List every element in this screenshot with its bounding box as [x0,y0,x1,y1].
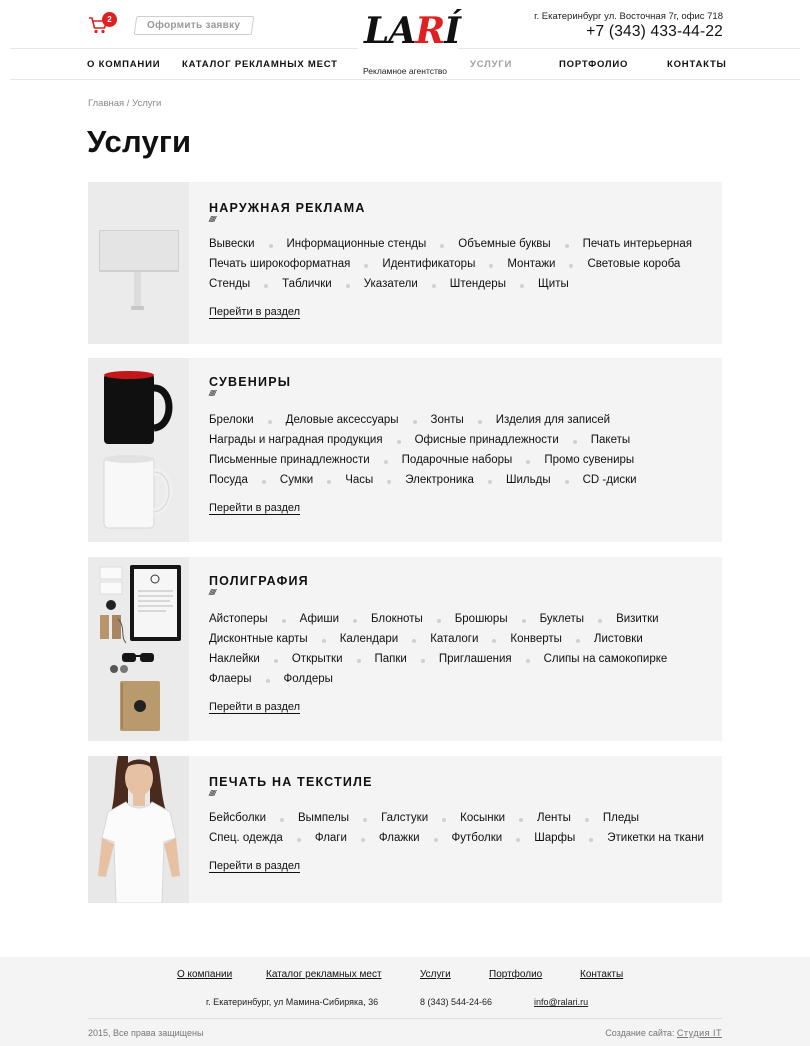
tag-item[interactable]: Ленты [537,812,571,824]
stationery-image[interactable] [88,557,189,741]
tag-item[interactable]: Деловые аксессуары [285,414,399,426]
tag-item[interactable]: Слипы на самокопирке [543,653,668,665]
footer-email[interactable]: info@ralari.ru [534,997,589,1007]
nav-item-services[interactable]: УСЛУГИ [470,59,513,70]
tag-item[interactable]: Буклеты [539,613,585,625]
footer-link-contacts[interactable]: Контакты [580,969,624,980]
tag-item[interactable]: Монтажи [507,258,556,270]
tag-row [209,633,675,649]
tag-row [209,454,666,470]
tag-item[interactable]: Листовки [593,633,643,645]
tag-item[interactable]: Дисконтные карты [209,633,308,645]
tag-item[interactable]: Электроника [405,474,474,486]
tag-item[interactable]: Этикетки на ткани [607,832,704,844]
section-link[interactable]: Перейти в раздел [209,502,301,514]
tag-item[interactable]: Косынки [460,812,506,824]
nav-item-catalog[interactable]: КАТАЛОГ РЕКЛАМНЫХ МЕСТ [182,59,338,70]
tag-item[interactable]: Пакеты [590,434,631,446]
tag-item[interactable]: CD -диски [582,474,637,486]
tag-item[interactable]: Папки [374,653,407,665]
tag-row [209,613,691,629]
tag-item[interactable]: Календари [339,633,399,645]
tag-item[interactable]: Конверты [510,633,562,645]
tag-item[interactable]: Каталоги [430,633,479,645]
tag-item[interactable]: Приглашения [438,653,512,665]
tag-row [209,474,669,490]
tag-item[interactable]: Спец. одежда [209,832,283,844]
tag-item[interactable]: Шарфы [534,832,576,844]
tshirt-woman-image[interactable] [88,756,189,903]
mugs-image[interactable] [88,358,189,542]
billboard-image[interactable] [88,182,189,344]
service-card-textile [88,756,722,903]
footer-divider [88,1018,722,1019]
tag-item[interactable]: Блокноты [371,613,423,625]
tag-item[interactable]: Награды и наградная продукция [209,434,383,446]
tag-row [209,278,601,294]
tag-item[interactable]: Галстуки [381,812,429,824]
section-slashes: ///// [209,389,216,398]
tag-item[interactable]: Офисные принадлежности [414,434,559,446]
tag-item[interactable]: Флаги [314,832,347,844]
nav-item-portfolio[interactable]: ПОРТФОЛИО [559,59,629,70]
section-link[interactable]: Перейти в раздел [209,306,301,318]
header-address: г. Екатеринбург ул. Восточная 7г, офис 718 [534,11,723,22]
tag-row [209,832,736,848]
order-request-button[interactable] [134,16,255,35]
tag-item[interactable]: Футболки [451,832,503,844]
tag-row [209,414,642,430]
tag-item[interactable]: Зонты [430,414,464,426]
tag-item[interactable]: Сумки [279,474,314,486]
section-slashes: ///// [209,588,216,597]
cart-button[interactable] [88,14,114,36]
service-card-souvenirs [88,358,722,542]
service-card-outdoor [88,182,722,344]
section-slashes: ///// [209,789,216,798]
credit-link[interactable]: Студия IT [676,1028,722,1038]
tag-row [209,812,671,828]
tag-item[interactable]: Письменные принадлежности [209,454,370,466]
tag-item[interactable]: Щиты [537,278,569,290]
tag-row [209,653,699,669]
footer-link-about[interactable]: О компании [177,969,233,980]
footer-phone[interactable]: 8 (343) 544-24-66 [420,997,493,1007]
tag-item[interactable]: Объемные буквы [458,238,551,250]
tag-item[interactable]: Пледы [602,812,639,824]
tag-item[interactable]: Брошюры [454,613,508,625]
tag-item[interactable]: Брелоки [209,414,254,426]
tag-item[interactable]: Фолдеры [283,673,333,685]
copyright: 2015, Все права защищены [88,1028,204,1038]
section-link[interactable]: Перейти в раздел [209,860,301,872]
tag-row [209,258,712,274]
section-title: ПЕЧАТЬ НА ТЕКСТИЛЕ [209,775,373,789]
tag-item[interactable]: Шильды [505,474,551,486]
footer-link-catalog[interactable]: Каталог рекламных мест [266,969,382,980]
service-card-printing [88,557,722,741]
tag-row [209,673,365,689]
section-slashes: ///// [209,215,216,224]
order-request-label: Оформить заявку [147,20,241,31]
tag-item[interactable]: Визитки [616,613,659,625]
tag-item[interactable]: Вывески [209,238,255,250]
tag-item[interactable]: Флажки [378,832,420,844]
tag-item[interactable]: Бейсболки [209,812,267,824]
tag-item[interactable]: Печать широкоформатная [209,258,351,270]
tag-item[interactable]: Наклейки [209,653,260,665]
site-header [0,0,810,82]
tag-item[interactable]: Печать интерьерная [582,238,692,250]
nav-item-contacts[interactable]: КОНТАКТЫ [667,59,727,70]
site-footer [0,957,810,1046]
tag-item[interactable]: Указатели [363,278,418,290]
header-phone[interactable]: +7 (343) 433-44-22 [586,23,723,40]
header-divider-bottom [10,79,800,80]
tag-item[interactable]: Световые короба [587,258,681,270]
tag-row [209,238,724,254]
tag-item[interactable]: Подарочные наборы [401,454,513,466]
cart-count-badge: 2 [102,12,117,27]
footer-link-portfolio[interactable]: Портфолио [489,969,543,980]
tag-item[interactable]: Часы [345,474,374,486]
page-title: Услуги [87,124,192,159]
footer-address: г. Екатеринбург, ул Мамина-Сибиряка, 36 [206,997,379,1007]
tag-item[interactable]: Вымпелы [298,812,350,824]
tag-item[interactable]: Промо сувениры [544,454,635,466]
section-title: СУВЕНИРЫ [209,375,292,389]
tag-item[interactable]: Таблички [282,278,332,290]
tag-item[interactable]: Айстоперы [209,613,268,625]
logo[interactable] [358,4,461,76]
tag-item[interactable]: Посуда [209,474,248,486]
tag-item[interactable]: Идентификаторы [382,258,476,270]
tag-item[interactable]: Изделия для записей [495,414,611,426]
credit-text: Создание сайта: [605,1028,675,1038]
footer-link-services[interactable]: Услуги [420,969,451,980]
site-credit [605,1028,722,1038]
tag-item[interactable]: Информационные стенды [286,238,427,250]
logo-wordmark: LARÍ [364,10,461,52]
breadcrumb[interactable]: Главная / Услуги [88,98,162,109]
tag-item[interactable]: Штендеры [449,278,506,290]
tag-item[interactable]: Открытки [291,653,343,665]
tag-item[interactable]: Афиши [299,613,340,625]
logo-subtitle: Рекламное агентство [363,66,448,76]
section-title: НАРУЖНАЯ РЕКЛАМА [209,201,366,215]
tag-item[interactable]: Стенды [209,278,251,290]
tag-item[interactable]: Флаеры [209,673,252,685]
nav-item-about[interactable]: О КОМПАНИИ [87,59,161,70]
tag-row [209,434,662,450]
section-title: ПОЛИГРАФИЯ [209,574,309,588]
section-link[interactable]: Перейти в раздел [209,701,301,713]
